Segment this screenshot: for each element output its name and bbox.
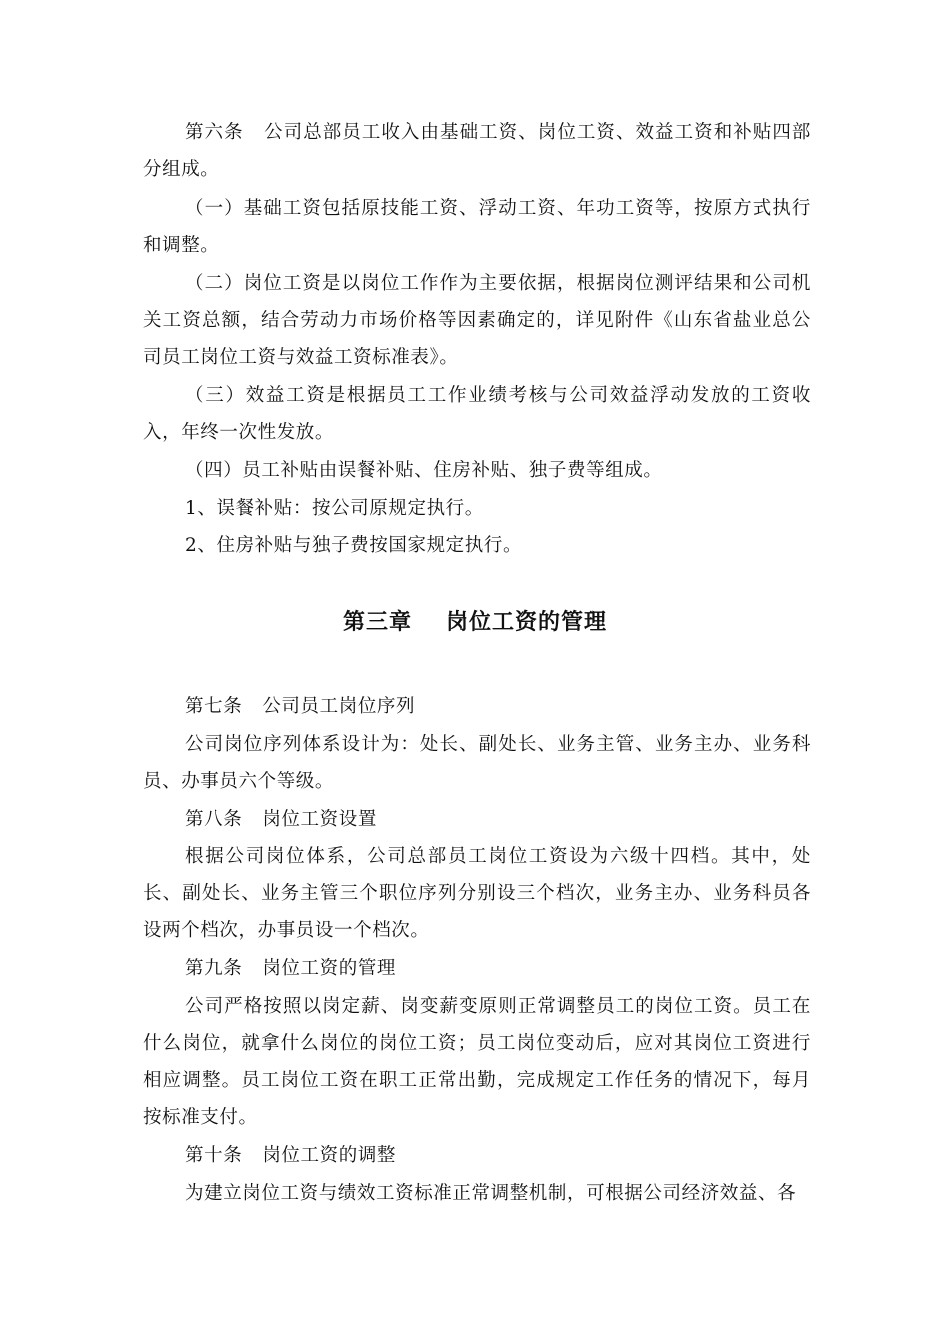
article-9-heading	[143, 950, 811, 987]
item-1: （一）基础工资包括原技能工资、浮动工资、年功工资等，按原方式执行和调整。	[143, 198, 811, 256]
chapter-title: 岗位工资的管理	[446, 610, 608, 635]
article-8-heading	[143, 801, 811, 838]
article-7-heading	[143, 688, 811, 725]
article-8-title: 第八条	[185, 809, 243, 830]
article-9-heading-text: 岗位工资的管理	[262, 958, 397, 979]
article-9-body: 公司严格按照以岗定薪、岗变薪变原则正常调整员工的岗位工资。员工在什么岗位，就拿什么岗位的岗位工资；员工岗位变动后，应对其岗位工资进行相应调整。员工岗位工资在职工正常出勤，完成规定工作任务的情况下，每月按标准支付。	[143, 996, 811, 1128]
article-9-title: 第九条	[185, 958, 243, 979]
item-3: （三）效益工资是根据员工工作业绩考核与公司效益浮动发放的工资收入，年终一次性发放。	[143, 385, 811, 443]
article-7-body: 公司岗位序列体系设计为：处长、副处长、业务主管、业务主办、业务科员、办事员六个等级。	[143, 734, 811, 792]
article-10-body: 为建立岗位工资与绩效工资标准正常调整机制，可根据公司经济效益、各	[185, 1183, 797, 1204]
sub-item-2: 2、住房补贴与独子费按国家规定执行。	[185, 535, 523, 556]
article-6-title: 第六条	[185, 122, 244, 143]
article-8-body: 根据公司岗位体系，公司总部员工岗位工资设为六级十四档。其中，处长、副处长、业务主管三个职位序列分别设三个档次，业务主办、业务科员各设两个档次，办事员设一个档次。	[143, 846, 811, 941]
article-10-title: 第十条	[185, 1145, 243, 1166]
article-6-text: 公司总部员工收入由基础工资、岗位工资、效益工资和补贴四部分组成。	[143, 122, 811, 180]
article-8-heading-text: 岗位工资设置	[262, 809, 377, 830]
article-10-heading	[143, 1137, 811, 1174]
article-6	[143, 114, 811, 188]
article-7-title: 第七条	[185, 696, 243, 717]
article-10-heading-text: 岗位工资的调整	[262, 1145, 397, 1166]
chapter-number: 第三章	[342, 610, 412, 635]
sub-item-1: 1、误餐补贴：按公司原规定执行。	[185, 498, 484, 519]
chapter-heading	[0, 605, 950, 636]
item-2: （二）岗位工资是以岗位工作作为主要依据，根据岗位测评结果和公司机关工资总额，结合劳动力市场价格等因素确定的，详见附件《山东省盐业总公司员工岗位工资与效益工资标准表》。	[143, 273, 811, 368]
article-7-heading-text: 公司员工岗位序列	[262, 696, 416, 717]
item-4: （四）员工补贴由误餐补贴、住房补贴、独子费等组成。	[185, 460, 663, 481]
